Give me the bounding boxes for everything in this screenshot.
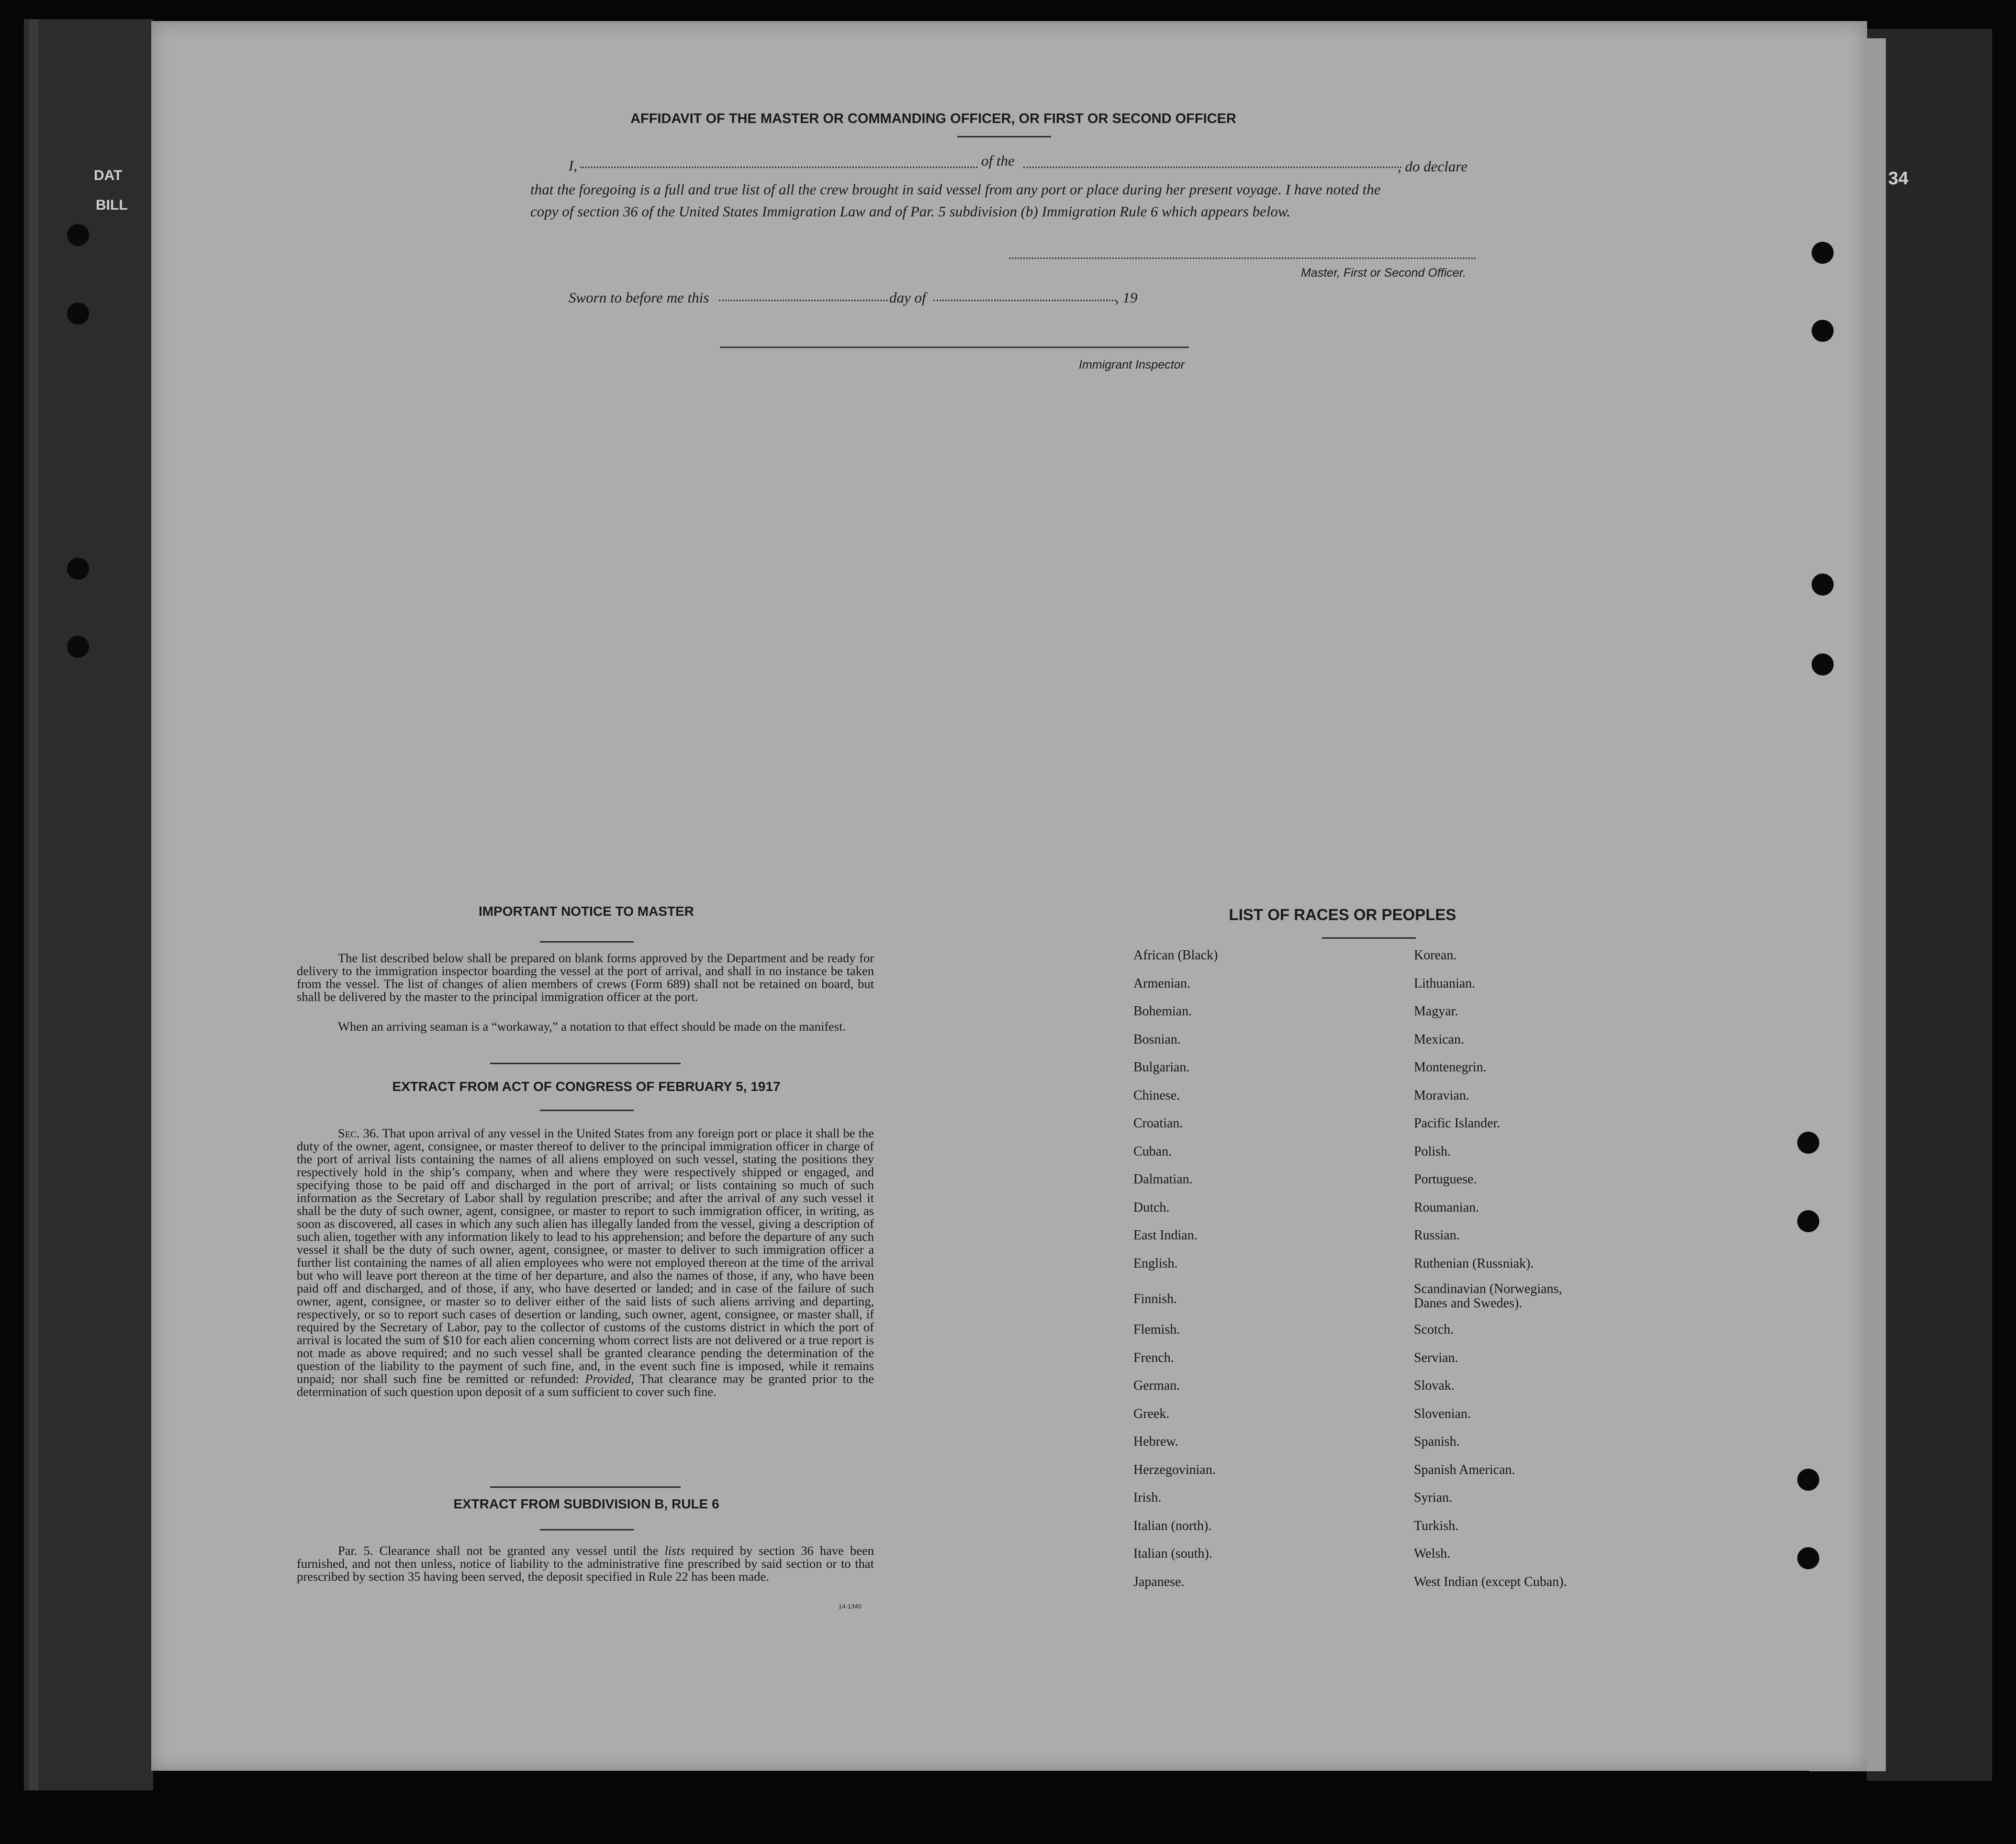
stub-text-1: DAT xyxy=(94,168,123,183)
race-item: Finnish. xyxy=(1133,1292,1177,1306)
stub-text-2: BILL xyxy=(96,197,128,213)
race-item: Korean. xyxy=(1414,948,1457,963)
binder-left-edge xyxy=(29,19,38,1790)
race-item: Scandinavian (Norwegians, Danes and Swedes). xyxy=(1414,1282,1562,1311)
lists-word: lists xyxy=(664,1543,685,1558)
race-item: Russian. xyxy=(1414,1228,1460,1243)
punch-hole xyxy=(1812,242,1834,264)
race-item: Scotch. xyxy=(1414,1322,1454,1337)
punch-hole xyxy=(1797,1547,1819,1569)
race-item: Greek. xyxy=(1133,1406,1170,1421)
punch-hole xyxy=(1812,320,1834,342)
divider xyxy=(957,136,1051,137)
binder-left-strip xyxy=(24,19,153,1790)
race-item: Armenian. xyxy=(1133,976,1190,991)
inspector-label: Immigrant Inspector xyxy=(1079,358,1185,371)
race-item: Syrian. xyxy=(1414,1490,1453,1505)
race-item: Dalmatian. xyxy=(1133,1172,1193,1187)
punch-hole xyxy=(67,224,89,246)
race-item: Japanese. xyxy=(1133,1574,1185,1589)
extract-act-title: EXTRACT FROM ACT OF CONGRESS OF FEBRUARY 5, 1917 xyxy=(392,1079,781,1094)
race-item: Montenegrin. xyxy=(1414,1060,1487,1075)
punch-hole xyxy=(67,636,89,658)
rule-6-body: Par. 5. Clearance shall not be granted any vessel until the xyxy=(338,1543,659,1558)
race-item: Lithuanian. xyxy=(1414,976,1476,991)
race-item: African (Black) xyxy=(1133,948,1218,963)
race-item: Chinese. xyxy=(1133,1088,1180,1103)
affidavit-line-3: copy of section 36 of the United States Immigration Law and of Par. 5 subdivision (b) Immigration Rule 6 which appears below. xyxy=(530,203,1291,220)
sworn-day-blank[interactable] xyxy=(719,300,887,301)
race-item: Spanish American. xyxy=(1414,1462,1515,1477)
race-item: Servian. xyxy=(1414,1350,1458,1365)
race-item: Italian (south). xyxy=(1133,1546,1212,1561)
notice-paragraph-1: The list described below shall be prepared on blank forms approved by the Department and be ready for delivery to the immigration inspector boarding the vessel at the port of arrival, and shall in no instance be taken from the vessel. The list of changes of alien members of crews (Form 689) shall not be retained on board, but shall be delivered by the master to the principal immigration officer at the port. xyxy=(297,951,874,1004)
race-item: Roumanian. xyxy=(1414,1200,1479,1215)
provided-word: Provided, xyxy=(585,1372,634,1386)
affidavit-i-label: I, xyxy=(569,157,578,174)
punch-hole xyxy=(1812,653,1834,675)
punch-hole xyxy=(67,558,89,580)
race-item: Flemish. xyxy=(1133,1322,1180,1337)
page-number: 34 xyxy=(1888,169,1909,189)
race-item: Slovak. xyxy=(1414,1378,1455,1393)
affidavit-declare-label: , do declare xyxy=(1398,158,1468,175)
race-item: Dutch. xyxy=(1133,1200,1170,1215)
race-item: Spanish. xyxy=(1414,1434,1460,1449)
race-item: Polish. xyxy=(1414,1144,1451,1159)
rule-6-text xyxy=(297,1544,874,1583)
race-item: Cuban. xyxy=(1133,1144,1172,1159)
race-item: Mexican. xyxy=(1414,1032,1464,1047)
race-item: Irish. xyxy=(1133,1490,1162,1505)
section-36-label: Sec. 36. xyxy=(338,1126,379,1140)
race-item: Herzegovinian. xyxy=(1133,1462,1216,1477)
divider xyxy=(1322,937,1416,939)
race-item: Magyar. xyxy=(1414,1004,1458,1019)
punch-hole xyxy=(1797,1132,1819,1154)
race-item: Bohemian. xyxy=(1133,1004,1192,1019)
affidavit-line-2: that the foregoing is a full and true list of all the crew brought in said vessel from any port or place during her present voyage. I have noted the xyxy=(530,181,1381,198)
race-item: Slovenian. xyxy=(1414,1406,1471,1421)
race-item: Croatian. xyxy=(1133,1116,1183,1131)
affidavit-of-the-label: of the xyxy=(981,152,1015,169)
race-item: Ruthenian (Russniak). xyxy=(1414,1256,1534,1271)
sworn-month-blank[interactable] xyxy=(933,300,1116,301)
race-item: Hebrew. xyxy=(1133,1434,1178,1449)
race-item: East Indian. xyxy=(1133,1228,1198,1243)
extract-rule-title: EXTRACT FROM SUBDIVISION B, RULE 6 xyxy=(453,1496,719,1511)
race-item: German. xyxy=(1133,1378,1180,1393)
master-signature-label: Master, First or Second Officer. xyxy=(1301,266,1467,280)
divider xyxy=(490,1063,681,1064)
form-code: 14-1340 xyxy=(839,1603,862,1610)
section-36-body: That upon arrival of any vessel in the United States from any foreign port or place it shall be the duty of the owner, agent, consignee, or master thereof to deliver to the principal immigration officer in charge of the port of arrival lists containing the names of all aliens employed on such vessel, stating the positions they respectively hold in the ship’s company, when and where they were respectively shipped or engaged, and specifying those to be paid off and discharged in the port of arrival; or lists containing so much of such information as the Secretary of Labor shall by regulation prescribe; and after the arrival of any such vessel it shall be the duty of such owner, agent, consignee, or master to report to such immigration officer, in writing, as soon as discovered, all cases in which any such alien has illegally landed from the vessel, giving a description of such alien, together with any information likely to lead to his apprehension; and before the departure of any such vessel it shall be the duty of such owner, agent, consignee, or master to deliver to such immigration officer a further list containing the names of all alien employees who were not employed thereon at the time of the arrival but who will leave port thereon at the time of her departure, and also the names of those, if any, who have been paid off and discharged, and of those, if any, who have deserted or landed; and in case of the failure of such owner, agent, consignee, or master so to deliver either of the said lists of such aliens arriving and departing, respectively, or so to report such cases of desertion or landing, such owner, agent, consignee, or master shall, if required by the Secretary of Labor, pay to the collector of customs of the customs district in which the port of arrival is located the sum of $10 for each alien concerning whom correct lists are not delivered or a true report is not made as above required; and no such vessel shall be granted clearance pending the determination of the question of the liability to the payment of such fine, and, in the event such fine is imposed, while it remains unpaid; nor shall such fine be remitted or refunded: xyxy=(297,1126,874,1386)
race-item: Turkish. xyxy=(1414,1518,1459,1533)
divider xyxy=(540,941,634,943)
race-item: Bosnian. xyxy=(1133,1032,1181,1047)
sworn-year-label: , 19 xyxy=(1115,289,1138,306)
punch-hole xyxy=(1797,1210,1819,1232)
rule-6-body-2: required by section 36 have been furnished, and not then unless, notice of liability to the administrative fine prescribed by said section or to that prescribed by section 35 having been served, the deposit specified in Rule 22 has been made. xyxy=(297,1543,874,1584)
divider xyxy=(540,1110,634,1111)
notice-paragraph-2: When an arriving seaman is a “workaway,” a notation to that effect should be made on the manifest. xyxy=(338,1019,846,1034)
race-item: French. xyxy=(1133,1350,1174,1365)
divider xyxy=(490,1486,681,1488)
sworn-day-of-label: day of xyxy=(889,289,926,306)
notice-title: IMPORTANT NOTICE TO MASTER xyxy=(478,904,694,919)
race-item: Portuguese. xyxy=(1414,1172,1477,1187)
name-blank[interactable] xyxy=(580,167,977,168)
race-item: English. xyxy=(1133,1256,1178,1271)
vessel-blank[interactable] xyxy=(1023,167,1401,168)
race-item: Moravian. xyxy=(1414,1088,1469,1103)
race-item: Welsh. xyxy=(1414,1546,1451,1561)
race-item: Italian (north). xyxy=(1133,1518,1212,1533)
section-36-proviso: That clearance may be granted prior to the determination of such question upon deposit of a sum sufficient to cover such fine. xyxy=(297,1372,874,1399)
race-item: Bulgarian. xyxy=(1133,1060,1190,1075)
punch-hole xyxy=(67,303,89,325)
race-item: Pacific Islander. xyxy=(1414,1116,1501,1131)
sworn-label: Sworn to before me this xyxy=(569,289,709,306)
master-signature-line[interactable] xyxy=(1009,258,1476,259)
affidavit-title: AFFIDAVIT OF THE MASTER OR COMMANDING OFFICER, OR FIRST OR SECOND OFFICER xyxy=(630,111,1236,126)
inspector-signature-line[interactable] xyxy=(720,347,1189,348)
races-title: LIST OF RACES OR PEOPLES xyxy=(1229,906,1456,923)
punch-hole xyxy=(1812,573,1834,596)
punch-hole xyxy=(1797,1469,1819,1491)
section-36-text xyxy=(297,1127,874,1398)
race-item: West Indian (except Cuban). xyxy=(1414,1574,1567,1589)
divider xyxy=(540,1529,634,1530)
